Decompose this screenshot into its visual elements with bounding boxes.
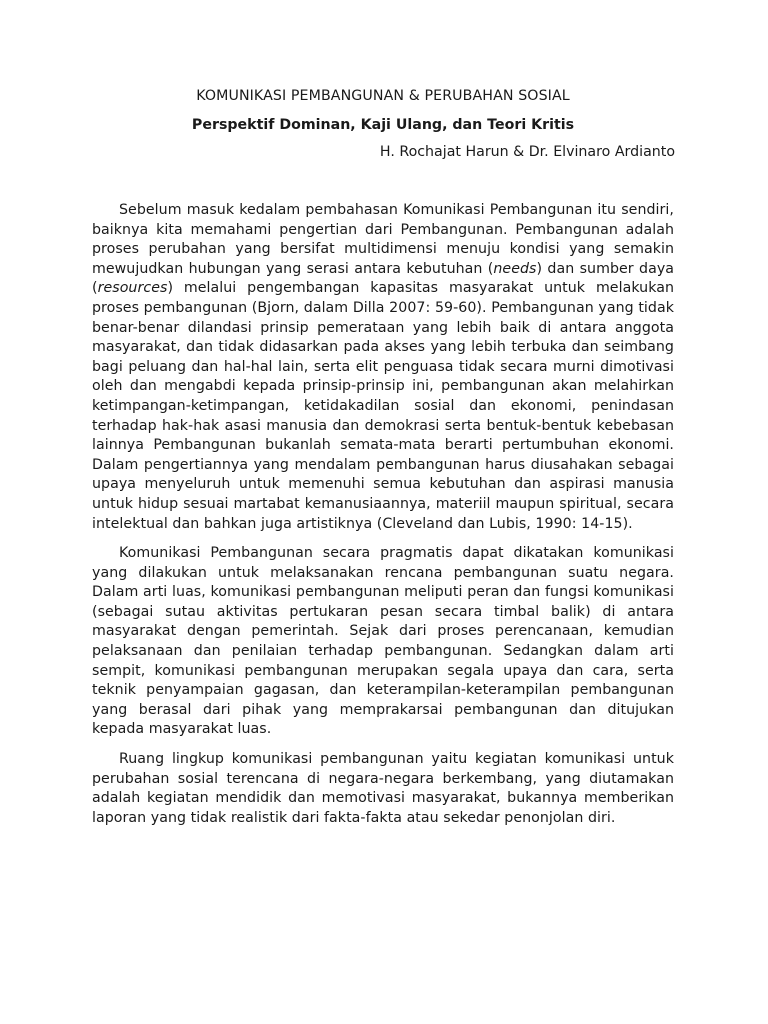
paragraph-2: Komunikasi Pembangunan secara pragmatis dapat dikatakan komunikasi yang dilakukan untuk melaksanakan rencana pembangunan suatu negara. Dalam arti luas, komunikasi pembangunan meliputi peran dan fungsi komunikasi (sebagai sutau aktivitas pertukaran pesan secara timbal balik) di antara masyarakat dengan pemerintah. Sejak dari proses perencanaan, kemudian pelaksanaan dan penilaian terhadap pembangunan. Sedangkan dalam arti sempit, komunikasi pembangunan merupakan segala upaya dan cara, serta teknik penyampaian gagasan, dan keterampilan-keterampilan pembangunan yang berasal dari pihak yang memprakarsai pembangunan dan ditujukan kepada masyarakat luas. bbox=[92, 545, 674, 738]
document-body bbox=[92, 201, 674, 828]
document-subtitle: Perspektif Dominan, Kaji Ulang, dan Teori Kritis bbox=[191, 117, 575, 133]
paragraph-1-italic-resources: resources bbox=[97, 280, 168, 297]
paragraph-1-italic-needs: needs bbox=[493, 260, 537, 277]
paragraph-1-text-b: ) dan sumber daya ( bbox=[92, 260, 675, 297]
document-title: KOMUNIKASI PEMBANGUNAN & PERUBAHAN SOSIAL bbox=[196, 88, 570, 104]
paragraph-3: Ruang lingkup komunikasi pembangunan yaitu kegiatan komunikasi untuk perubahan sosial terencana di negara-negara berkembang, yang diutamakan adalah kegiatan mendidik dan memotivasi masyarakat, bukannya memberikan laporan yang tidak realistik dari fakta-fakta atau sekedar penonjolan diri. bbox=[92, 751, 674, 826]
paragraph-1-text-c: ) melalui pengembangan kapasitas masyarakat untuk melakukan proses pembangunan (Bjorn, dalam Dilla 2007: 59-60). Pembangunan yang tidak benar-benar dilandasi prinsip pemerataan yang lebih baik di antara anggota masyarakat, dan tidak didasarkan pada akses yang lebih terbuka dan seimbang bagi peluang dan hal-hal lain, serta elit penguasa tidak secara murni dimotivasi oleh dan mengabdi kepada prinsip-prinsip ini, pembangunan akan melahirkan ketimpangan-ketimpangan, ketidakadilan sosial dan ekonomi, penindasan terhadap hak-hak asasi manusia dan demokrasi serta bentuk-bentuk kebebasan lainnya Pembangunan bukanlah semata-mata berarti pertumbuhan ekonomi. Dalam pengertiannya yang mendalam pembangunan harus diusahakan sebagai upaya menyeluruh untuk memenuhi semua kebutuhan dan aspirasi manusia untuk hidup sesuai martabat kemanusiaannya, materiil maupun spiritual, secara intelektual dan bahkan juga artistiknya (Cleveland dan Lubis, 1990: 14-15). bbox=[92, 280, 674, 532]
paragraph-1 bbox=[92, 201, 674, 534]
document-authors: H. Rochajat Harun & Dr. Elvinaro Ardianto bbox=[379, 144, 675, 160]
paragraph-1-text-a: Sebelum masuk kedalam pembahasan Komunikasi Pembangunan itu sendiri, baiknya kita memahami pengertian dari Pembangunan. Pembangunan adalah proses perubahan yang bersifat multidimensi menuju kondisi yang semakin mewujudkan hubungan yang serasi antara kebutuhan ( bbox=[92, 202, 674, 277]
